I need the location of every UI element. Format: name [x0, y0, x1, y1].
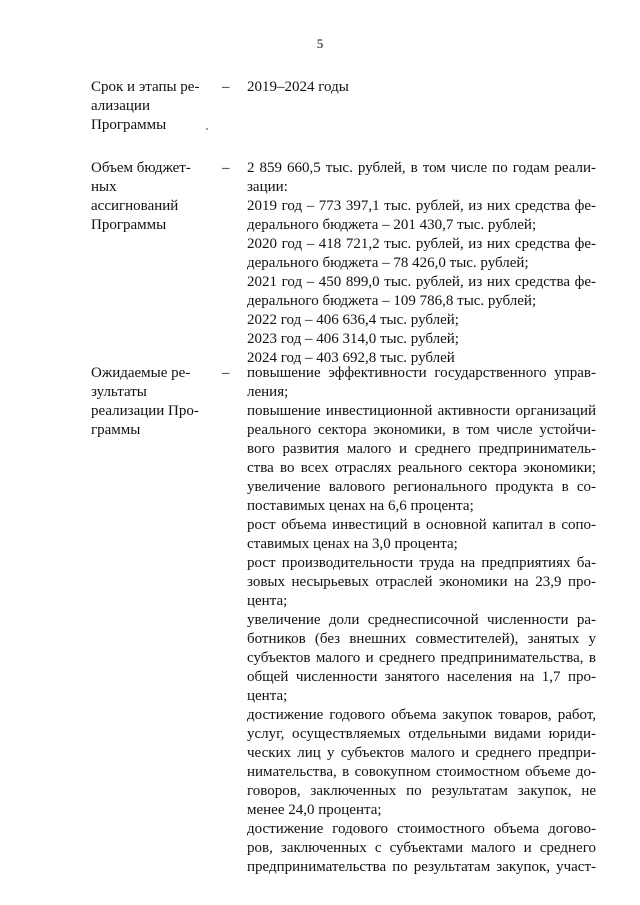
label-line: граммы	[91, 422, 141, 438]
content-line: увеличение доли среднесписочной численности ра-	[247, 612, 596, 628]
content-line: зовых несырьевых отраслей экономики на 23,9 про-	[247, 574, 596, 590]
content-line: повышение инвестиционной активности организаций	[247, 403, 596, 419]
dash-separator: –	[222, 79, 230, 95]
content-line: поставимых ценах на 6,6 процента;	[247, 498, 474, 514]
label-line: Ожидаемые ре-	[91, 365, 191, 381]
content-line: достижение годового объема закупок товаров, работ,	[247, 707, 596, 723]
content-line: достижение годового стоимостного объема догово-	[247, 821, 596, 837]
content-line: рост объема инвестиций в основной капитал в сопо-	[247, 517, 596, 533]
section-content	[247, 364, 596, 877]
content-line: говоров, заключенных по результатам закупок, не	[247, 783, 596, 799]
content-line: 2021 год – 450 899,0 тыс. рублей, из них средства фе-	[247, 274, 596, 290]
content-line: 2019 год – 773 397,1 тыс. рублей, из них средства фе-	[247, 198, 596, 214]
content-line: увеличение валового регионального продукта в со-	[247, 479, 596, 495]
content-line: 2 859 660,5 тыс. рублей, в том числе по годам реали-	[247, 160, 596, 176]
content-line: общей численности занятого населения на 1,7 про-	[247, 669, 596, 685]
dash-separator: –	[222, 365, 230, 381]
content-line: предпринимательства по результатам закупок, участ-	[247, 859, 596, 875]
content-line: ров, заключенных с субъектами малого и среднего	[247, 840, 596, 856]
label-line: Срок и этапы ре-	[91, 79, 200, 95]
content-line: субъектов малого и среднего предпринимательства, в	[247, 650, 596, 666]
content-line: рост производительности труда на предприятиях ба-	[247, 555, 596, 571]
label-line: ассигнований	[91, 198, 179, 214]
content-line: ства во всех отраслях реального сектора экономики;	[247, 460, 596, 476]
content-line: 2019–2024 годы	[247, 79, 349, 95]
content-line: цента;	[247, 593, 288, 609]
dash-separator: –	[222, 160, 230, 176]
content-line: дерального бюджета – 78 426,0 тыс. рублей;	[247, 255, 529, 271]
content-line: дерального бюджета – 201 430,7 тыс. рублей;	[247, 217, 537, 233]
content-line: 2020 год – 418 721,2 тыс. рублей, из них средства фе-	[247, 236, 596, 252]
section-label	[91, 159, 219, 235]
label-line: реализации Про-	[91, 403, 199, 419]
content-line: 2024 год – 403 692,8 тыс. рублей	[247, 350, 455, 366]
content-line: реального сектора экономики, в том числе устойчи-	[247, 422, 596, 438]
content-line: ческих лиц у субъектов малого и среднего предпри-	[247, 745, 596, 761]
page-number: 5	[316, 36, 324, 51]
content-line: 2023 год – 406 314,0 тыс. рублей;	[247, 331, 459, 347]
label-line: зультаты	[91, 384, 147, 400]
label-line: Программы	[91, 117, 167, 133]
section-content	[247, 159, 596, 368]
content-line: ставимых ценах на 3,0 процента;	[247, 536, 458, 552]
content-line: услуг, осуществляемых отдельными видами юриди-	[247, 726, 596, 742]
content-line: ления;	[247, 384, 289, 400]
label-line: ализации	[91, 98, 150, 114]
section-content	[247, 78, 596, 97]
content-line: 2022 год – 406 636,4 тыс. рублей;	[247, 312, 459, 328]
content-line: дерального бюджета – 109 786,8 тыс. рублей;	[247, 293, 537, 309]
content-line: цента;	[247, 688, 288, 704]
content-line: вого развития малого и среднего предприниматель-	[247, 441, 596, 457]
content-line: зации:	[247, 179, 288, 195]
content-line: менее 24,0 процента;	[247, 802, 382, 818]
label-line: ных	[91, 179, 117, 195]
section-label	[91, 78, 219, 135]
label-line: Объем бюджет-	[91, 160, 191, 176]
section-label	[91, 364, 219, 440]
content-line: нимательства, в совокупном стоимостном объеме до-	[247, 764, 596, 780]
content-line: ботников (без внешних совместителей), занятых у	[247, 631, 596, 647]
label-line: Программы	[91, 217, 167, 233]
content-line: повышение эффективности государственного управ-	[247, 365, 596, 381]
